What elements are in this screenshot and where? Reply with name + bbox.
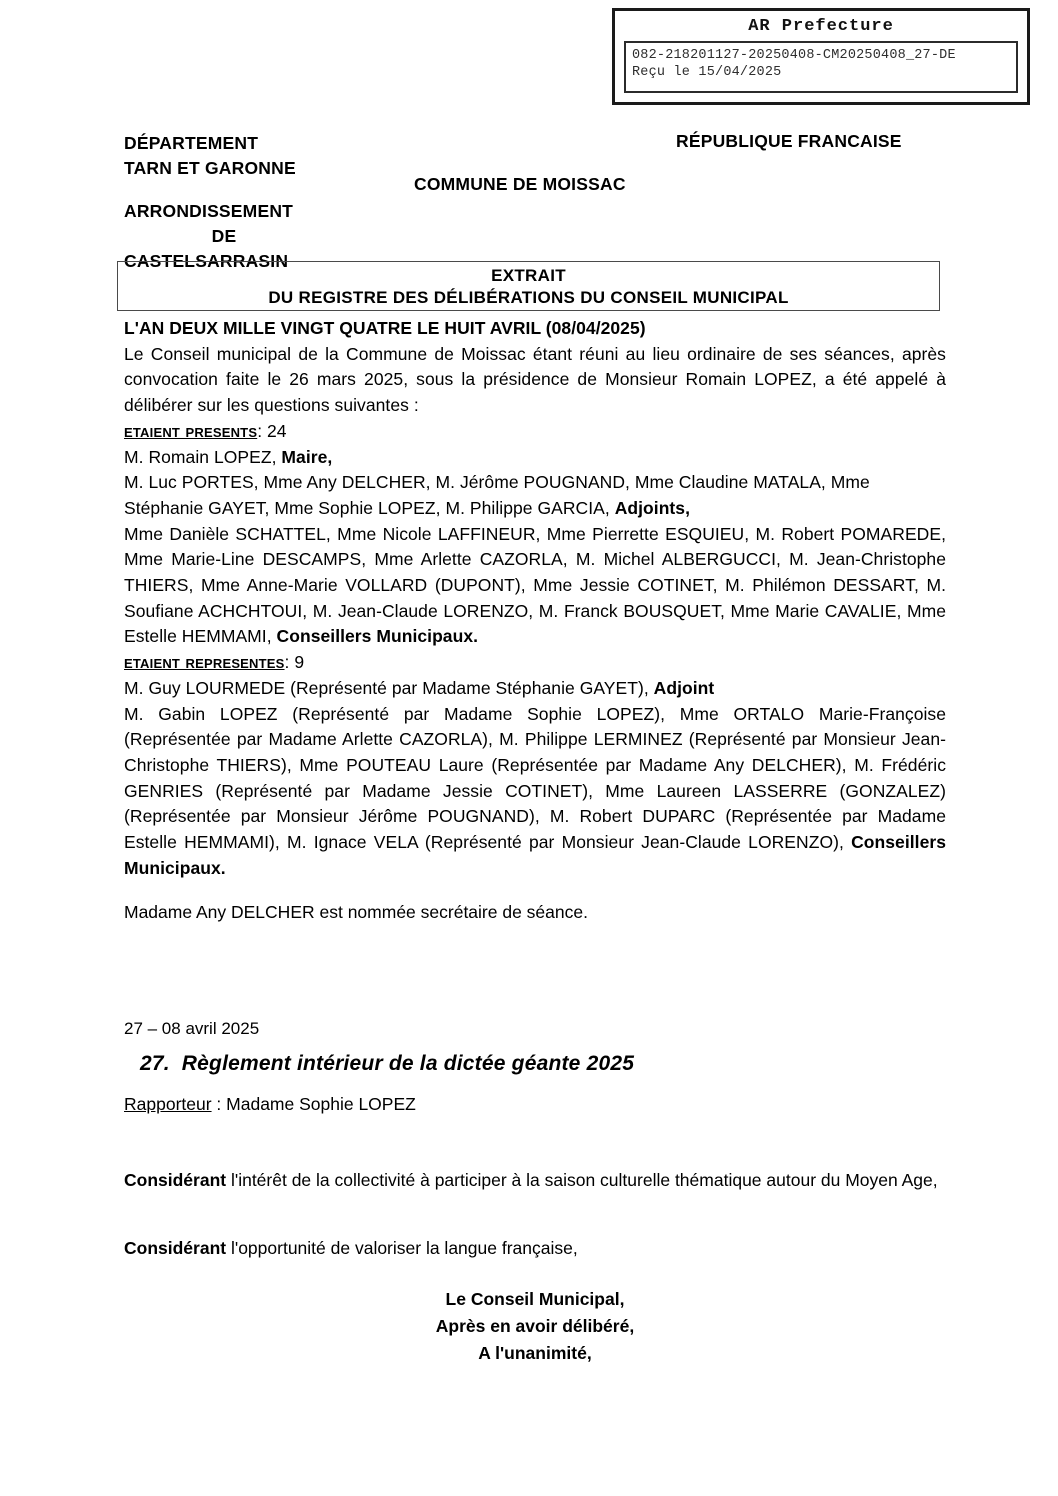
extrait-title: EXTRAIT	[491, 266, 566, 285]
considerant-second-text: l'opportunité de valoriser la langue française,	[226, 1238, 578, 1258]
presents-heading	[124, 419, 946, 445]
represented-label: etaient representes	[124, 652, 285, 674]
conseillers-names: Mme Danièle SCHATTEL, Mme Nicole LAFFINEUR, Mme Pierrette ESQUIEU, M. Robert POMAREDE, Mme Marie-Line DESCAMPS, Mme Arlette CAZORLA, M. Michel ALBERGUCCI, M. Jean-Christophe THIERS, Mme Anne-Marie VOLLARD (DUPONT), Mme Jessie COTINET, M. Philémon DESSART, M. Soufiane ACHCHTOUI, M. Jean-Claude LORENZO, M. Franck BOUSQUET, Mme Marie CAVALIE, Mme Estelle HEMMAMI,	[124, 523, 946, 647]
conclusion-block	[124, 1286, 946, 1367]
department-block	[124, 131, 296, 181]
considerant-second	[124, 1234, 946, 1262]
maire-name: M. Romain LOPEZ,	[124, 446, 282, 467]
represented-heading	[124, 650, 946, 676]
represented-adjoint-line	[124, 676, 946, 702]
deliberation-title	[140, 1052, 634, 1076]
ar-reference: 082-218201127-20250408-CM20250408_27-DE	[632, 48, 956, 63]
conseillers-line	[124, 522, 946, 651]
extrait-box	[117, 261, 940, 311]
represented-adjoint-role: Adjoint	[653, 677, 715, 698]
department-name: TARN ET GARONNE	[124, 158, 296, 178]
considerant-first	[124, 1166, 946, 1194]
arrondissement-label: ARRONDISSEMENT	[124, 201, 294, 221]
represented-count: : 9	[284, 652, 305, 673]
presents-count: : 24	[257, 420, 287, 441]
represented-list	[124, 702, 946, 882]
rapporteur-line	[124, 1094, 416, 1115]
deliberation-reference: 27 – 08 avril 2025	[124, 1019, 260, 1038]
adjoints-names: M. Luc PORTES, Mme Any DELCHER, M. Jérôme POUGNAND, Mme Claudine MATALA, Mme Stéphanie GAYET, Mme Sophie LOPEZ, M. Philippe GARCIA,	[124, 472, 870, 518]
presents-label: etaient presents	[124, 420, 258, 442]
ar-prefecture-title: AR Prefecture	[748, 17, 894, 36]
ar-prefecture-details	[624, 41, 1018, 93]
extrait-subtitle: DU REGISTRE DES DÉLIBÉRATIONS DU CONSEIL MUNICIPAL	[268, 288, 789, 307]
represented-names: M. Gabin LOPEZ (Représenté par Madame Sophie LOPEZ), Mme ORTALO Marie-Françoise (Représentée par Madame Arlette CAZORLA), M. Philippe LERMINEZ (Représenté par Monsieur Jean-Christophe THIERS), Mme POUTEAU Laure (Représentée par Madame Any DELCHER), M. Frédéric GENRIES (Représenté par Madame Jessie COTINET), Mme Laureen LASSERRE (GONZALEZ) (Représentée par Monsieur Jérôme POUGNAND), M. Robert DUPARC (Représentée par Madame Estelle HEMMAMI), M. Ignace VELA (Représenté par Monsieur Jean-Claude LORENZO),	[124, 703, 946, 853]
considerant-first-text: l'intérêt de la collectivité à participer à la saison culturelle thématique autour du Moyen Age,	[226, 1170, 938, 1190]
maire-line	[124, 445, 946, 471]
commune-label: COMMUNE DE MOISSAC	[414, 174, 626, 194]
conclusion-line-2: Après en avoir délibéré,	[435, 1316, 635, 1336]
deliberation-number: 27.	[140, 1052, 170, 1075]
arrondissement-name: CASTELSARRASIN	[124, 251, 289, 271]
conseillers-role: Conseillers Municipaux.	[276, 626, 479, 647]
deliberation-body	[124, 316, 946, 881]
session-preamble: Le Conseil municipal de la Commune de Moissac étant réuni au lieu ordinaire de ses séances, après convocation faite le 26 mars 2025, sous la présidence de Monsieur Romain LOPEZ, a été appelé à délibérer sur les questions suivantes :	[124, 343, 946, 416]
session-date-heading: L'AN DEUX MILLE VINGT QUATRE LE HUIT AVRIL (08/04/2025)	[124, 318, 646, 338]
represented-role: Conseillers Municipaux.	[124, 832, 946, 878]
department-label: DÉPARTEMENT	[124, 133, 259, 153]
secretary-line: Madame Any DELCHER est nommée secrétaire de séance.	[124, 902, 588, 922]
arrondissement-de: DE	[211, 226, 237, 246]
republic-label: RÉPUBLIQUE FRANCAISE	[676, 131, 902, 151]
represented-adjoint-name: M. Guy LOURMEDE (Représenté par Madame Stéphanie GAYET),	[124, 677, 654, 698]
ar-prefecture-stamp	[612, 8, 1030, 105]
considerant-second-keyword: Considérant	[124, 1238, 227, 1258]
considerant-first-keyword: Considérant	[124, 1170, 227, 1190]
conclusion-line-1: Le Conseil Municipal,	[445, 1289, 625, 1309]
deliberation-title-text: Règlement intérieur de la dictée géante 2025	[181, 1052, 635, 1075]
maire-role: Maire,	[281, 446, 333, 467]
adjoints-line	[124, 470, 946, 521]
ar-received-date: Reçu le 15/04/2025	[632, 65, 782, 80]
rapporteur-value: : Madame Sophie LOPEZ	[211, 1094, 416, 1114]
conclusion-line-3: A l'unanimité,	[478, 1343, 592, 1363]
rapporteur-label: Rapporteur	[124, 1094, 212, 1114]
adjoints-role: Adjoints,	[614, 497, 691, 518]
